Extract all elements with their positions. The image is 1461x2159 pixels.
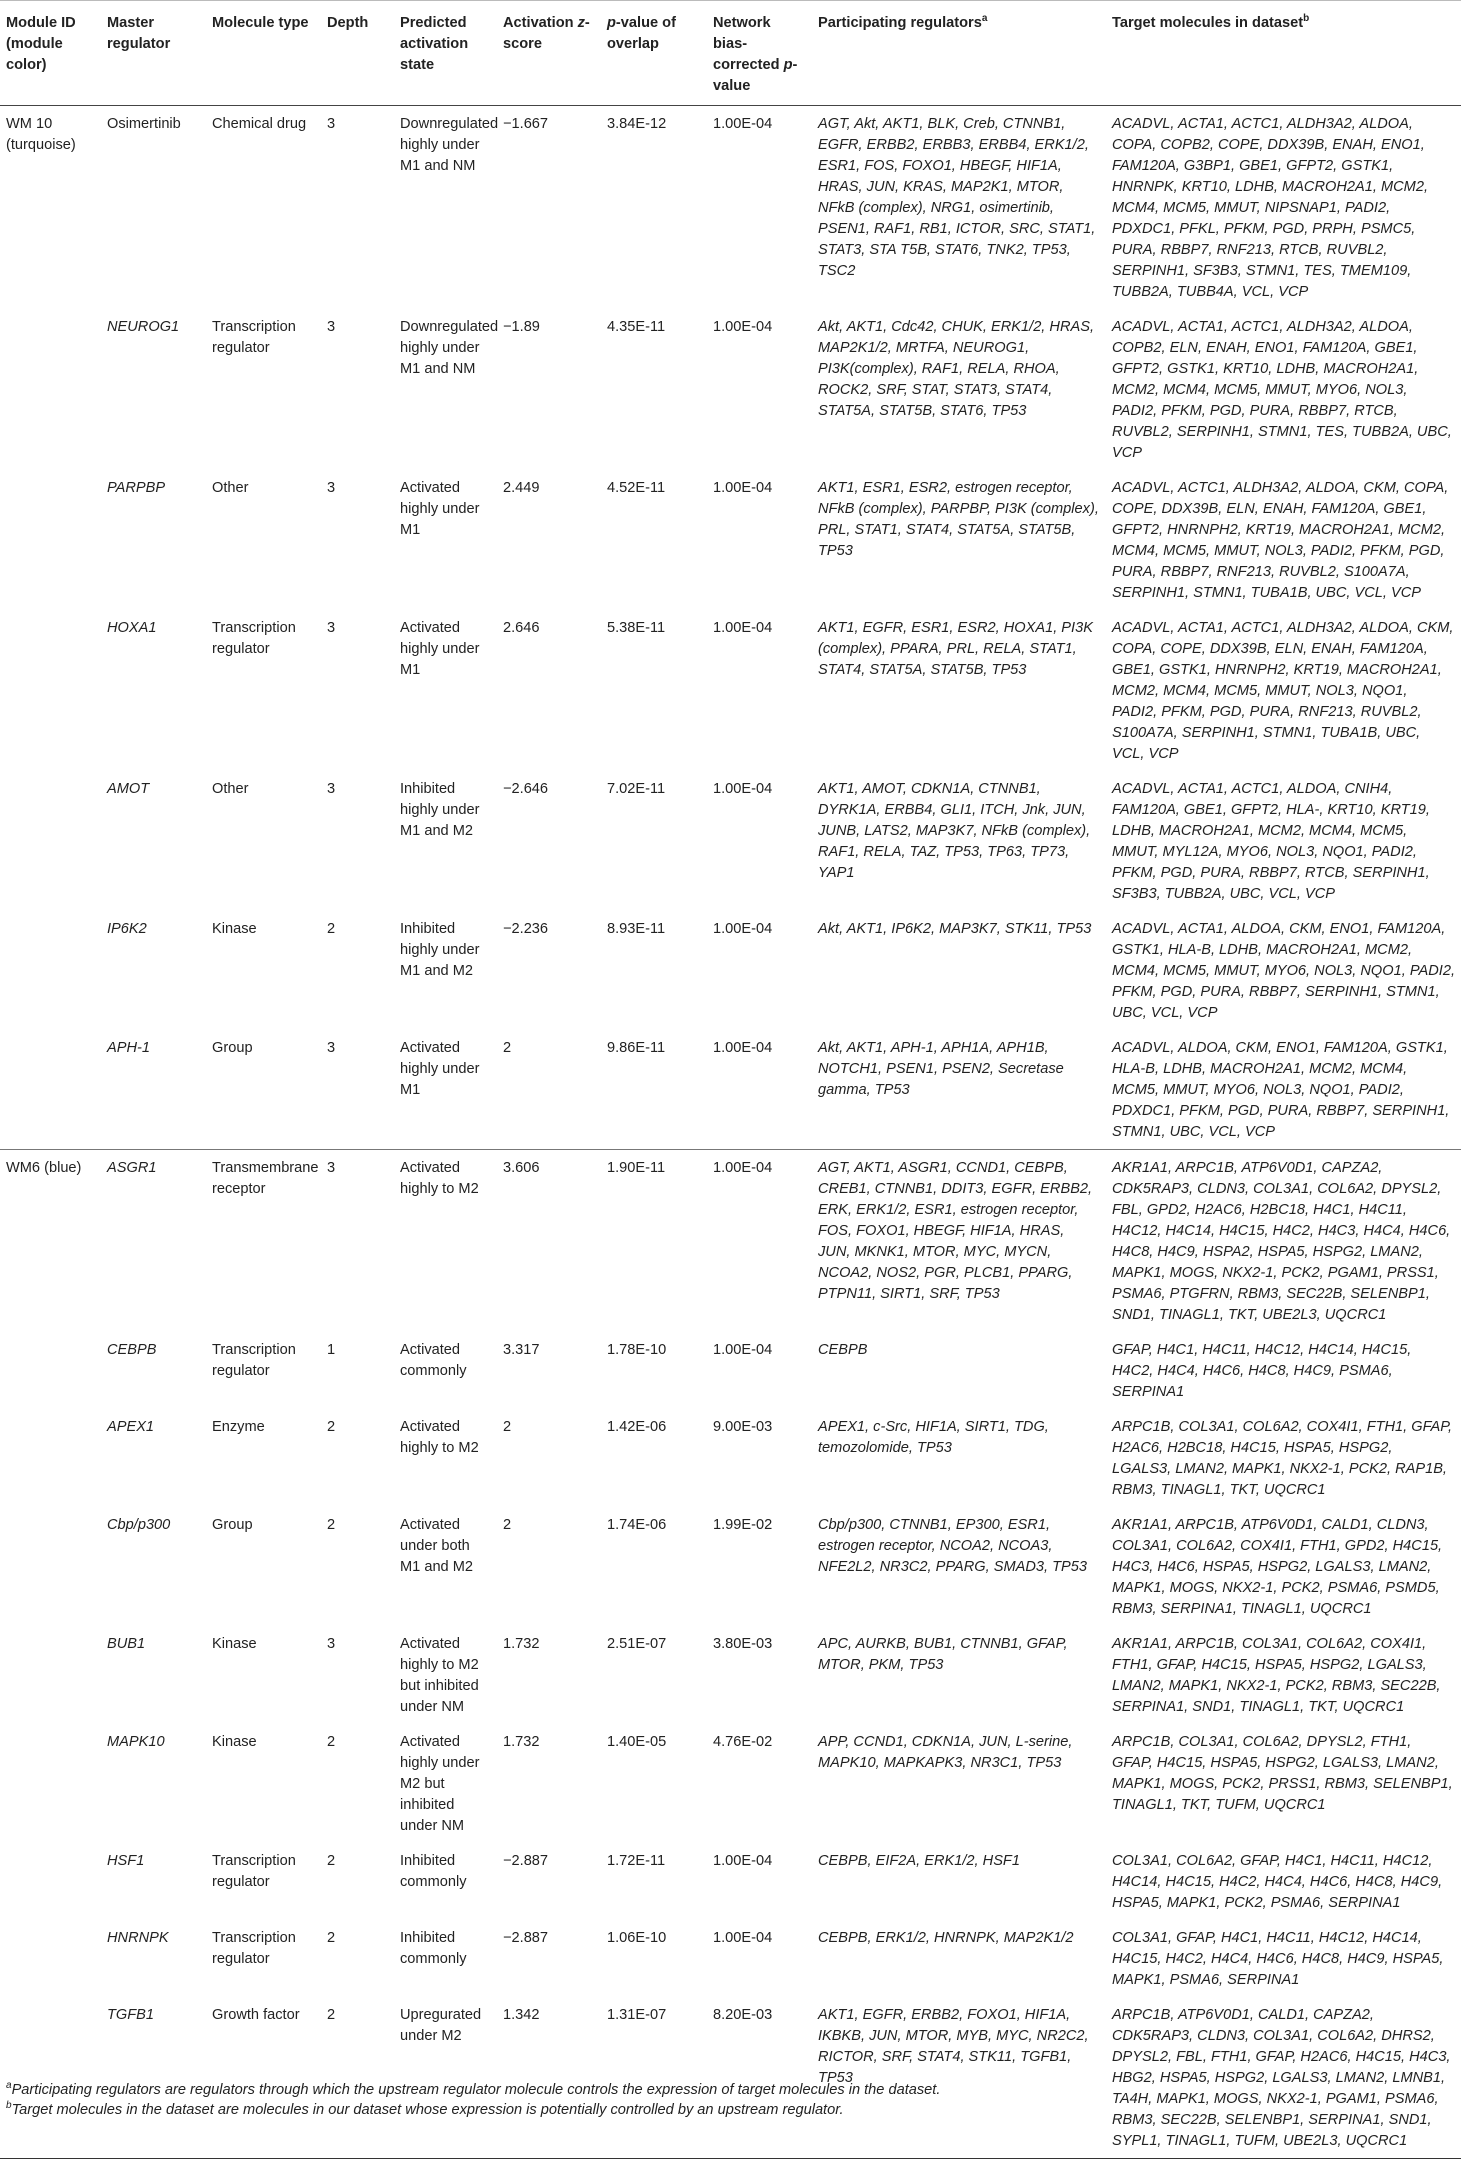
header-pvalue-overlap: p-value of overlap	[601, 1, 707, 106]
cell-participating-regulators: APEX1, c-Src, HIF1A, SIRT1, TDG, temozolomide, TP53	[818, 1419, 1049, 1456]
cell-network-pvalue: 9.00E-03	[713, 1419, 773, 1435]
cell-module	[0, 470, 101, 610]
cell-module	[0, 610, 101, 771]
cell-master-regulator: HNRNPK	[107, 1930, 169, 1946]
cell-depth: 3	[321, 106, 394, 310]
cell-molecule-type: Group	[212, 1517, 253, 1533]
table-row	[0, 106, 1461, 310]
cell-master-regulator: HOXA1	[107, 620, 157, 636]
cell-network-pvalue: 1.00E-04	[713, 620, 773, 636]
cell-participating-regulators: APP, CCND1, CDKN1A, JUN, L-serine, MAPK10, MAPKAPK3, NR3C1, TP53	[818, 1734, 1073, 1771]
cell-participating-regulators: CEBPB	[818, 1342, 868, 1358]
cell-depth: 3	[327, 319, 336, 335]
cell-network-pvalue: 1.00E-04	[713, 480, 773, 496]
cell-master-regulator: CEBPB	[107, 1342, 157, 1358]
cell-activation-zscore: 1.342	[497, 1997, 601, 2159]
cell-molecule-type: Transmembrane receptor	[206, 1150, 321, 1333]
cell-master-regulator: AMOT	[107, 781, 150, 797]
cell-module	[0, 1507, 101, 1626]
table-row	[0, 1997, 1461, 2159]
cell-predicted-state: Upregurated under M2	[394, 1997, 497, 2159]
cell-predicted-state: Activated commonly	[400, 1342, 467, 1379]
header-module: Module ID (module color)	[0, 1, 101, 106]
cell-pvalue-overlap: 5.38E-11	[607, 620, 666, 636]
cell-master-regulator: ASGR1	[101, 1150, 206, 1333]
table-row	[0, 1332, 1461, 1409]
cell-depth: 2	[327, 1419, 336, 1435]
cell-master-regulator: Cbp/p300	[107, 1517, 171, 1533]
cell-molecule-type: Other	[212, 480, 249, 496]
cell-network-pvalue: 1.00E-04	[707, 1150, 812, 1333]
cell-depth: 3	[327, 1636, 336, 1652]
cell-module	[0, 309, 101, 470]
table-row	[0, 470, 1461, 610]
table-row	[0, 911, 1461, 1030]
cell-molecule-type: Chemical drug	[206, 106, 321, 310]
cell-molecule-type: Transcription regulator	[212, 1853, 296, 1890]
cell-network-pvalue: 1.99E-02	[713, 1517, 773, 1533]
header-depth: Depth	[321, 1, 394, 106]
cell-module	[0, 911, 101, 1030]
cell-predicted-state: Inhibited highly under M1 and M2	[400, 921, 480, 979]
cell-target-molecules: ARPC1B, COL3A1, COL6A2, DPYSL2, FTH1, GFAP, H4C15, HSPA5, HSPG2, LGALS3, LMAN2, MAPK1, MOGS, PCK2, PRSS1, RBM3, SELENBP1, TINAGL1, TKT, TUFM, UQCRC1	[1112, 1734, 1453, 1813]
cell-molecule-type: Kinase	[212, 1734, 257, 1750]
cell-depth: 3	[327, 1040, 336, 1056]
cell-depth: 2	[321, 1997, 394, 2159]
cell-master-regulator: BUB1	[107, 1636, 146, 1652]
cell-predicted-state: Activated highly to M2	[394, 1150, 497, 1333]
cell-depth: 2	[327, 921, 336, 937]
cell-activation-zscore: 3.317	[503, 1342, 540, 1358]
cell-network-pvalue: 1.00E-04	[713, 1853, 773, 1869]
cell-molecule-type: Enzyme	[212, 1419, 265, 1435]
cell-target-molecules: ACADVL, ALDOA, CKM, ENO1, FAM120A, GSTK1, HLA-B, LDHB, MACROH2A1, MCM2, MCM4, MCM5, MMUT, MYO6, NOL3, NQO1, PADI2, PDXDC1, PFKM, PGD, PURA, RBBP7, SERPINH1, STMN1, UBC, VCL, VCP	[1112, 1040, 1450, 1140]
cell-master-regulator: APH-1	[107, 1040, 150, 1056]
cell-depth: 3	[327, 620, 336, 636]
cell-target-molecules: ACADVL, ACTA1, ACTC1, ALDH3A2, ALDOA, COPB2, ELN, ENAH, ENO1, FAM120A, GBE1, GFPT2, GSTK1, KRT10, LDHB, MACROH2A1, MCM2, MCM4, MCM5, MMUT, MYO6, NOL3, PADI2, PFKM, PGD, PURA, RBBP7, RTCB, RUVBL2, SERPINH1, STMN1, TES, TUBB2A, UBC, VCP	[1112, 319, 1452, 461]
cell-predicted-state: Inhibited commonly	[400, 1853, 467, 1890]
cell-participating-regulators: CEBPB, ERK1/2, HNRNPK, MAP2K1/2	[818, 1930, 1074, 1946]
cell-master-regulator: HSF1	[107, 1853, 145, 1869]
cell-target-molecules: ACADVL, ACTA1, ALDOA, CKM, ENO1, FAM120A, GSTK1, HLA-B, LDHB, MACROH2A1, MCM2, MCM4, MCM5, MMUT, MYO6, NOL3, NQO1, PADI2, PFKM, PGD, PURA, RBBP7, SERPINH1, STMN1, UBC, VCL, VCP	[1112, 921, 1456, 1021]
cell-molecule-type: Kinase	[212, 921, 257, 937]
cell-pvalue-overlap: 1.78E-10	[607, 1342, 667, 1358]
cell-network-pvalue: 1.00E-04	[713, 1342, 773, 1358]
footnote-b: $^b$Target molecules in the dataset are molecules in our dataset whose expression is potentially controlled by an upstream regulator.	[6, 2100, 844, 2118]
cell-activation-zscore: 2.646	[503, 620, 540, 636]
cell-predicted-state: Downregulated highly under M1 and NM	[400, 319, 499, 377]
cell-activation-zscore: 2.449	[503, 480, 540, 496]
cell-depth: 3	[321, 1150, 394, 1333]
cell-module: WM6 (blue)	[0, 1150, 101, 1333]
cell-predicted-state: Inhibited commonly	[400, 1930, 467, 1967]
cell-target-molecules: COL3A1, COL6A2, GFAP, H4C1, H4C11, H4C12, H4C14, H4C15, H4C2, H4C4, H4C6, H4C8, H4C9, HSPA5, MAPK1, PCK2, PSMA6, SERPINA1	[1112, 1853, 1443, 1911]
table-row	[0, 1409, 1461, 1507]
cell-participating-regulators: Cbp/p300, CTNNB1, EP300, ESR1, estrogen receptor, NCOA2, NCOA3, NFE2L2, NR3C2, PPARG, SMAD3, TP53	[818, 1517, 1087, 1575]
cell-module	[0, 1332, 101, 1409]
cell-activation-zscore: 2	[503, 1517, 512, 1533]
table-row	[0, 1507, 1461, 1626]
cell-module	[0, 1997, 101, 2159]
cell-network-pvalue: 4.76E-02	[713, 1734, 773, 1750]
header-row	[0, 1, 1461, 106]
cell-module	[0, 771, 101, 911]
cell-target-molecules: ARPC1B, COL3A1, COL6A2, COX4I1, FTH1, GFAP, H2AC6, H2BC18, H4C15, HSPA5, HSPG2, LGALS3, LMAN2, MAPK1, NKX2-1, PCK2, RAP1B, RBM3, TINAGL1, TKT, UQCRC1	[1112, 1419, 1453, 1498]
cell-target-molecules: ACADVL, ACTC1, ALDH3A2, ALDOA, CKM, COPA, COPE, DDX39B, ELN, ENAH, FAM120A, GBE1, GFPT2, HNRNPH2, KRT19, MACROH2A1, MCM2, MCM4, MCM5, MMUT, NOL3, PADI2, PFKM, PGD, PURA, RBBP7, RNF213, RUVBL2, S100A7A, SERPINH1, STMN1, TUBA1B, UBC, VCL, VCP	[1112, 480, 1449, 601]
cell-depth: 2	[327, 1517, 336, 1533]
cell-molecule-type: Group	[212, 1040, 253, 1056]
table-row	[0, 1626, 1461, 1724]
cell-network-pvalue: 1.00E-04	[707, 106, 812, 310]
cell-molecule-type: Other	[212, 781, 249, 797]
cell-predicted-state: Activated highly under M1	[400, 480, 480, 538]
cell-depth: 1	[327, 1342, 336, 1358]
cell-master-regulator: NEUROG1	[107, 319, 180, 335]
cell-target-molecules: ARPC1B, ATP6V0D1, CALD1, CAPZA2, CDK5RAP3, CLDN3, COL3A1, COL6A2, DHRS2, DPYSL2, FBL, FTH1, GFAP, H2AC6, H4C15, H4C3, HBG2, HSPA5, HSPG2, LGALS3, LMAN2, LMNB1, TA4H, MAPK1, MOGS, NKX2-1, PGAM1, PSMA6, RBM3, SEC22B, SELENBP1, SERPINA1, SND1, SYPL1, TINAGL1, TUFM, UBE2L3, UQCRC1	[1106, 1997, 1461, 2159]
table-row	[0, 1150, 1461, 1333]
cell-pvalue-overlap: 4.52E-11	[607, 480, 666, 496]
header-master-regulator: Master regulator	[101, 1, 206, 106]
cell-target-molecules: ACADVL, ACTA1, ACTC1, ALDH3A2, ALDOA, CKM, COPA, COPE, DDX39B, ELN, ENAH, FAM120A, GBE1, GSTK1, HNRNPH2, KRT19, MACROH2A1, MCM2, MCM4, MCM5, MMUT, NOL3, NQO1, PADI2, PFKM, PGD, PURA, RNF213, RUVBL2, S100A7A, SERPINH1, STMN1, TUBA1B, UBC, VCL, VCP	[1112, 620, 1454, 762]
cell-pvalue-overlap: 9.86E-11	[607, 1040, 666, 1056]
cell-activation-zscore: −2.887	[503, 1853, 549, 1869]
cell-participating-regulators: AGT, Akt, AKT1, BLK, Creb, CTNNB1, EGFR, ERBB2, ERBB3, ERBB4, ERK1/2, ESR1, FOS, FOXO1, HBEGF, HIF1A, HRAS, JUN, KRAS, MAP2K1, MTOR, NFkB (complex), NRG1, osimertinib, PSEN1, RAF1, RB1, ICTOR, SRC, STAT1, STAT3, STA T5B, STAT6, TNK2, TP53, TSC2	[812, 106, 1106, 310]
footnote-a: $^a$Participating regulators are regulators through which the upstream regulator molecule controls the expression of target molecules in the dataset.	[6, 2080, 941, 2098]
cell-participating-regulators: APC, AURKB, BUB1, CTNNB1, GFAP, MTOR, PKM, TP53	[818, 1636, 1068, 1673]
cell-target-molecules: COL3A1, GFAP, H4C1, H4C11, H4C12, H4C14, H4C15, H4C2, H4C4, H4C6, H4C8, H4C9, HSPA5, MAPK1, PSMA6, SERPINA1	[1112, 1930, 1444, 1988]
cell-depth: 3	[327, 480, 336, 496]
cell-network-pvalue: 1.00E-04	[713, 319, 773, 335]
cell-master-regulator: TGFB1	[101, 1997, 206, 2159]
cell-module: WM 10 (turquoise)	[0, 106, 101, 310]
cell-pvalue-overlap: 1.40E-05	[607, 1734, 667, 1750]
cell-activation-zscore: −1.89	[503, 319, 540, 335]
cell-activation-zscore: 2	[503, 1419, 512, 1435]
cell-depth: 2	[327, 1853, 336, 1869]
header-molecule-type: Molecule type	[206, 1, 321, 106]
cell-activation-zscore: −2.236	[503, 921, 549, 937]
cell-participating-regulators: CEBPB, EIF2A, ERK1/2, HSF1	[818, 1853, 1020, 1869]
cell-pvalue-overlap: 4.35E-11	[607, 319, 666, 335]
header-participating-regulators: Participating regulators$^a$	[812, 1, 1106, 106]
cell-pvalue-overlap: 2.51E-07	[607, 1636, 667, 1652]
cell-master-regulator: APEX1	[107, 1419, 155, 1435]
cell-network-pvalue: 1.00E-04	[713, 1930, 773, 1946]
header-activation-zscore: Activation z-score	[497, 1, 601, 106]
cell-master-regulator: Osimertinib	[101, 106, 206, 310]
cell-participating-regulators: AGT, AKT1, ASGR1, CCND1, CEBPB, CREB1, CTNNB1, DDIT3, EGFR, ERBB2, ERK, ERK1/2, ESR1, estrogen receptor, FOS, FOXO1, HBEGF, HIF1A, HRAS, JUN, MKNK1, MTOR, MYC, MYCN, NCOA2, NOS2, PGR, PLCB1, PPARG, PTPN11, SIRT1, SRF, TP53	[812, 1150, 1106, 1333]
cell-molecule-type: Transcription regulator	[212, 620, 296, 657]
cell-pvalue-overlap: 3.84E-12	[601, 106, 707, 310]
cell-depth: 2	[327, 1930, 336, 1946]
cell-depth: 2	[327, 1734, 336, 1750]
cell-predicted-state: Activated under both M1 and M2	[400, 1517, 474, 1575]
cell-network-pvalue: 3.80E-03	[713, 1636, 773, 1652]
cell-target-molecules: GFAP, H4C1, H4C11, H4C12, H4C14, H4C15, H4C2, H4C4, H4C6, H4C8, H4C9, PSMA6, SERPINA1	[1112, 1342, 1412, 1400]
cell-module	[0, 1030, 101, 1150]
cell-participating-regulators: AKT1, EGFR, ESR1, ESR2, HOXA1, PI3K (complex), PPARA, PRL, RELA, STAT1, STAT4, STAT5A, STAT5B, TP53	[818, 620, 1093, 678]
cell-module	[0, 1843, 101, 1920]
cell-pvalue-overlap: 1.90E-11	[601, 1150, 707, 1333]
cell-target-molecules: AKR1A1, ARPC1B, COL3A1, COL6A2, COX4I1, FTH1, GFAP, H4C15, HSPA5, HSPG2, LGALS3, LMAN2, MAPK1, NKX2-1, PCK2, RBM3, SEC22B, SERPINA1, SND1, TINAGL1, TKT, UQCRC1	[1112, 1636, 1441, 1715]
cell-master-regulator: IP6K2	[107, 921, 147, 937]
cell-pvalue-overlap: 1.74E-06	[607, 1517, 667, 1533]
cell-pvalue-overlap: 1.31E-07	[601, 1997, 707, 2159]
cell-activation-zscore: −1.667	[497, 106, 601, 310]
cell-molecule-type: Growth factor	[206, 1997, 321, 2159]
cell-activation-zscore: 1.732	[503, 1636, 540, 1652]
footnotes	[0, 2080, 940, 2120]
cell-participating-regulators: Akt, AKT1, IP6K2, MAP3K7, STK11, TP53	[818, 921, 1092, 937]
cell-network-pvalue: 1.00E-04	[713, 781, 773, 797]
cell-participating-regulators: AKT1, EGFR, ERBB2, FOXO1, HIF1A, IKBKB, JUN, MTOR, MYB, MYC, NR2C2, RICTOR, SRF, STAT4, STK11, TGFB1, TP53	[812, 1997, 1106, 2159]
cell-network-pvalue: 1.00E-04	[713, 1040, 773, 1056]
table-row	[0, 771, 1461, 911]
cell-target-molecules: ACADVL, ACTA1, ACTC1, ALDH3A2, ALDOA, COPA, COPB2, COPE, DDX39B, ENAH, ENO1, FAM120A, G3BP1, GBE1, GFPT2, GSTK1, HNRNPK, KRT10, LDHB, MACROH2A1, MCM2, MCM4, MCM5, MMUT, NIPSNAP1, PADI2, PDXDC1, PFKL, PFKM, PGD, PRPH, PSMC5, PURA, RBBP7, RNF213, RTCB, RUVBL2, SERPINH1, SF3B3, STMN1, TES, TMEM109, TUBB2A, TUBB4A, VCL, VCP	[1106, 106, 1461, 310]
cell-molecule-type: Transcription regulator	[212, 1342, 296, 1379]
cell-predicted-state: Activated highly to M2	[400, 1419, 479, 1456]
cell-activation-zscore: 2	[503, 1040, 512, 1056]
cell-target-molecules: AKR1A1, ARPC1B, ATP6V0D1, CALD1, CLDN3, COL3A1, COL6A2, COX4I1, FTH1, GPD2, H4C15, H4C3, H4C6, HSPA5, HSPG2, LGALS3, LMAN2, MAPK1, MOGS, NKX2-1, PCK2, PSMA6, PSMD5, RBM3, SERPINA1, TINAGL1, UQCRC1	[1112, 1517, 1443, 1617]
cell-predicted-state: Activated highly to M2 but inhibited under NM	[400, 1636, 479, 1715]
table-row	[0, 1724, 1461, 1843]
header-predicted-state: Predicted activation state	[394, 1, 497, 106]
cell-pvalue-overlap: 1.72E-11	[607, 1853, 666, 1869]
cell-molecule-type: Transcription regulator	[212, 1930, 296, 1967]
table-row	[0, 1920, 1461, 1997]
cell-target-molecules: AKR1A1, ARPC1B, ATP6V0D1, CAPZA2, CDK5RAP3, CLDN3, COL3A1, COL6A2, DPYSL2, FBL, GPD2, H2AC6, H2BC18, H4C1, H4C11, H4C12, H4C14, H4C15, H4C2, H4C3, H4C4, H4C6, H4C8, H4C9, HSPA2, HSPA5, HSPG2, LMAN2, MAPK1, MOGS, NKX2-1, PCK2, PGAM1, PRSS1, PSMA6, PTGFRN, RBM3, SEC22B, SELENBP1, SND1, TINAGL1, TKT, UBE2L3, UQCRC1	[1106, 1150, 1461, 1333]
cell-predicted-state: Activated highly under M2 but inhibited under NM	[400, 1734, 480, 1834]
cell-molecule-type: Kinase	[212, 1636, 257, 1652]
cell-pvalue-overlap: 8.93E-11	[607, 921, 666, 937]
cell-network-pvalue: 1.00E-04	[713, 921, 773, 937]
cell-participating-regulators: Akt, AKT1, APH-1, APH1A, APH1B, NOTCH1, PSEN1, PSEN2, Secretase gamma, TP53	[818, 1040, 1064, 1098]
cell-module	[0, 1724, 101, 1843]
cell-pvalue-overlap: 7.02E-11	[607, 781, 666, 797]
cell-target-molecules: ACADVL, ACTA1, ACTC1, ALDOA, CNIH4, FAM120A, GBE1, GFPT2, HLA-, KRT10, KRT19, LDHB, MACROH2A1, MCM2, MCM4, MCM5, MMUT, MYL12A, MYO6, NOL3, NQO1, PADI2, PFKM, PGD, PURA, RBBP7, RTCB, SERPINH1, SF3B3, TUBB2A, UBC, VCL, VCP	[1112, 781, 1430, 902]
cell-participating-regulators: AKT1, AMOT, CDKN1A, CTNNB1, DYRK1A, ERBB4, GLI1, ITCH, Jnk, JUN, JUNB, LATS2, MAP3K7, NFkB (complex), RAF1, RELA, TAZ, TP53, TP63, TP73, YAP1	[818, 781, 1091, 881]
cell-predicted-state: Activated highly under M1	[400, 1040, 480, 1098]
cell-master-regulator: MAPK10	[107, 1734, 165, 1750]
cell-participating-regulators: AKT1, ESR1, ESR2, estrogen receptor, NFkB (complex), PARPBP, PI3K (complex), PRL, STAT1, STAT4, STAT5A, STAT5B, TP53	[818, 480, 1099, 559]
table-row	[0, 610, 1461, 771]
cell-module	[0, 1409, 101, 1507]
table-row	[0, 1030, 1461, 1150]
cell-predicted-state: Downregulated highly under M1 and NM	[394, 106, 497, 310]
cell-network-pvalue: 8.20E-03	[707, 1997, 812, 2159]
cell-activation-zscore: 1.732	[503, 1734, 540, 1750]
cell-activation-zscore: 3.606	[497, 1150, 601, 1333]
header-network-pvalue: Network bias-corrected p-value	[707, 1, 812, 106]
table-body	[0, 106, 1461, 2159]
cell-predicted-state: Inhibited highly under M1 and M2	[400, 781, 480, 839]
cell-depth: 3	[327, 781, 336, 797]
cell-molecule-type: Transcription regulator	[212, 319, 296, 356]
header-target-molecules: Target molecules in dataset$^b$	[1106, 1, 1461, 106]
cell-activation-zscore: −2.646	[503, 781, 549, 797]
cell-master-regulator: PARPBP	[107, 480, 166, 496]
cell-module	[0, 1626, 101, 1724]
cell-activation-zscore: −2.887	[503, 1930, 549, 1946]
cell-module	[0, 1920, 101, 1997]
cell-predicted-state: Activated highly under M1	[400, 620, 480, 678]
cell-participating-regulators: Akt, AKT1, Cdc42, CHUK, ERK1/2, HRAS, MAP2K1/2, MRTFA, NEUROG1, PI3K(complex), RAF1, RELA, RHOA, ROCK2, SRF, STAT, STAT3, STAT4, STAT5A, STAT5B, STAT6, TP53	[818, 319, 1095, 419]
cell-pvalue-overlap: 1.06E-10	[607, 1930, 667, 1946]
cell-pvalue-overlap: 1.42E-06	[607, 1419, 667, 1435]
table-row	[0, 1843, 1461, 1920]
table-row	[0, 309, 1461, 470]
